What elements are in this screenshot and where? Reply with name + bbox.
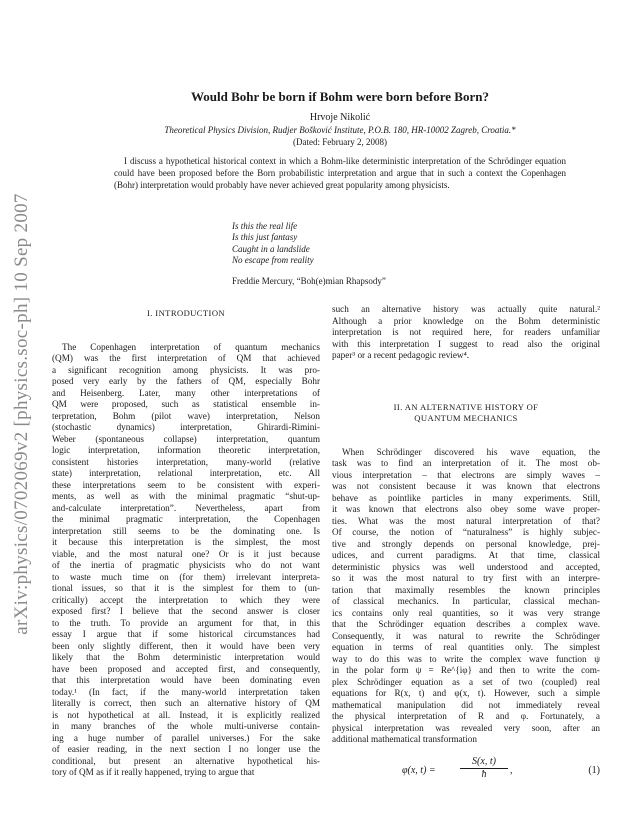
equation-number: (1)	[588, 764, 600, 776]
text-line: critically) accept the interpretation to which they were	[52, 594, 320, 605]
text-line: the physical interpretation of R and φ. Fortunately, a	[332, 711, 600, 721]
text-line: that the Schrödinger equation describes a complex wave.	[332, 619, 600, 629]
alternative-history-paragraph	[332, 447, 600, 746]
equation-1	[332, 756, 600, 786]
text-line: task was to find an interpretation of it. The most ob-	[332, 458, 600, 468]
text-line: additional mathematical transformation	[332, 734, 477, 744]
text-line: was not consistent because it was known that electrons	[332, 481, 600, 491]
text-line: deterministic physics was well understood and accepted,	[332, 561, 600, 572]
paper-title: Would Bohr be born if Bohm were born before Born?	[191, 89, 489, 104]
section-heading-introduction: I. INTRODUCTION	[146, 308, 226, 318]
epigraph-line: Caught in a landslide	[232, 243, 310, 254]
section-heading-alternative-history-line2: QUANTUM MECHANICS	[414, 413, 518, 423]
text-line: equation in terms of real quantities only. The simplest	[332, 642, 600, 652]
text-line: ties. What was the most natural interpretation of that?	[332, 515, 600, 526]
text-line: to waste much time on (for them) irrelevant interpreta-	[52, 571, 320, 582]
text-line: of easier reading, in the next section I no longer use the	[52, 744, 320, 754]
text-line: behave as pointlike particles in many experiments. Still,	[332, 492, 600, 503]
text-line: viable, and the most natural one? Or is it just because	[52, 548, 320, 559]
text-line: tive and strongly depends on personal knowledge, prej-	[332, 538, 600, 549]
text-line: vious interpretation – that electrons are simply waves –	[332, 469, 600, 480]
date-line: (Dated: February 2, 2008)	[293, 137, 387, 147]
text-line: of the inertia of pragmatic physicists who do not want	[52, 560, 320, 570]
text-line: physical interpretation was revealed very soon, after an	[332, 722, 600, 733]
text-line: The Copenhagen interpretation of quantum mechanics	[62, 341, 320, 352]
right-column	[332, 304, 600, 786]
text-line: paper³ or a recent pedagogic review⁴.	[332, 350, 470, 360]
text-line: in many branches of the whole multi-universe contain-	[52, 721, 320, 731]
text-line: state) interpretation, relational interpretation, etc. All	[52, 468, 320, 478]
text-line: equations for R(x, t) and φ(x, t). However, such a simple	[332, 688, 600, 698]
text-line: essay I argue that if some historical circumstances had	[52, 629, 320, 639]
text-line: interpretation is not required here, for readers unfamiliar	[332, 327, 600, 337]
text-line: Although a prior knowledge on the Bohm deterministic	[332, 315, 600, 326]
epigraph-attribution: Freddie Mercury, “Boh(e)mian Rhapsody”	[232, 276, 386, 286]
epigraph-line: Is this the real life	[232, 221, 298, 231]
text-line: so it was the most natural to try first with an interpre-	[332, 573, 600, 583]
text-line: interpretation still seems to be the dominating one. Is	[52, 525, 320, 536]
text-line: ments, as well as with the minimal pragmatic “shut-up-	[52, 491, 320, 501]
text-line: (QM) was the first interpretation of QM that achieved	[52, 353, 320, 363]
text-line: udices, and current paradigms. At that time, classical	[332, 550, 600, 560]
equation-numerator: S(x, t)	[460, 756, 508, 769]
text-line: When Schrödinger discovered his wave equation, the	[342, 446, 600, 457]
text-line: to the truth. To provide an argument for that, in this	[52, 617, 320, 628]
text-line: logic interpretation, information theoretic interpretation,	[52, 445, 320, 455]
text-line: in the polar form ψ = Re^{iφ} and then to write the com-	[332, 665, 600, 675]
text-line: mathematical manipulation did not immediately reveal	[332, 699, 600, 710]
introduction-paragraph	[52, 342, 320, 779]
text-line: tory of QM as if it really happened, trying to argue that	[52, 767, 255, 777]
text-line: these interpretations seem to be consistent with experi-	[52, 479, 320, 490]
text-line: it because this interpretation is the simplest, the most	[52, 537, 320, 547]
text-line: the minimal pragmatic interpretation, the Copenhagen	[52, 514, 320, 524]
text-line: posed very early by the fathers of QM, especially Bohr	[52, 376, 320, 386]
text-line: exposed first? I believe that the second answer is closer	[52, 606, 320, 616]
text-line: way to do this was to write the complex wave function ψ	[332, 653, 600, 664]
arxiv-sidebar	[0, 0, 40, 828]
text-line: Consequently, it was natural to rewrite the Schrödinger	[332, 630, 600, 641]
text-line: such an alternative history was actually quite natural.²	[332, 304, 600, 314]
equation-denominator: ħ	[481, 768, 487, 780]
text-line: likely that the Bohm deterministic interpretation would	[52, 652, 320, 662]
text-line: plex Schrödinger equation as a set of two (coupled) real	[332, 676, 600, 687]
left-column	[52, 308, 320, 779]
introduction-continued	[332, 304, 600, 362]
text-line: Weber (spontaneous collapse) interpretation, quantum	[52, 433, 320, 444]
text-line: consistent histories interpretation, many-world (relative	[52, 456, 320, 467]
text-line: and-calculate interpretation”. Nevertheless, apart from	[52, 502, 320, 513]
epigraph	[232, 221, 314, 267]
epigraph-line: Is this just fantasy	[232, 232, 298, 243]
text-line: been only slightly different, then it would have been very	[52, 640, 320, 651]
epigraph-line: No escape from reality	[232, 255, 314, 266]
equation-lhs: φ(x, t) =	[402, 764, 436, 776]
arxiv-identifier: arXiv:physics/0702069v2 [physics.soc-ph] 10 Sep 2007	[11, 193, 32, 635]
text-line: conditional, but present an alternative hypothetical his-	[52, 755, 320, 766]
text-line: QM were proposed, such as statistical ensemble in-	[52, 399, 320, 409]
text-line: terpretation, Bohm (pilot wave) interpretation, Nelson	[52, 410, 320, 421]
text-line: (stochastic dynamics) interpretation, Ghirardi-Rimini-	[52, 422, 320, 432]
text-line: ing a huge number of parallel universes.) For the sake	[52, 732, 320, 743]
text-line: a significant recognition among physicists. It was pro-	[52, 364, 320, 375]
text-line: literally is correct, then such an alternative history of QM	[52, 698, 320, 708]
text-line: of classical mechanics. In particular, classical mechan-	[332, 596, 600, 606]
author-name: Hrvoje Nikolić	[309, 112, 371, 123]
abstract: I discuss a hypothetical historical context in which a Bohm-like deterministic interpretation of the Schrödinger equation could have been proposed before the Born probabilistic interpretation and argue that in such a context the Copenhagen (Bohr) interpretation would probably have never achieved great popularity among physicists.	[114, 156, 566, 190]
equation-fraction	[460, 756, 508, 781]
text-line: have been proposed and accepted first, and consequently,	[52, 663, 320, 674]
text-line: ics contains only real quantities, so it was very strange	[332, 607, 600, 618]
text-line: and Heisenberg. Later, many other interpretations of	[52, 387, 320, 398]
text-line: tation that maximally resembles the known principles	[332, 584, 600, 595]
text-line: Of course, the notion of “naturalness” is highly subjec-	[332, 527, 600, 537]
equation-suffix: ,	[510, 764, 513, 776]
text-line: tional issues, so that it is the simplest for them to (un-	[52, 583, 320, 593]
text-line: that this interpretation would have been dominating even	[52, 675, 320, 685]
text-line: today.¹ (In fact, if the many-world interpretation taken	[52, 686, 320, 697]
text-line: with this interpretation I suggest to read also the original	[332, 338, 600, 349]
section-heading-alternative-history: II. AN ALTERNATIVE HISTORY OF	[393, 401, 539, 412]
author-affiliation: Theoretical Physics Division, Rudjer Bošković Institute, P.O.B. 180, HR-10002 Zagreb, Croatia.*	[164, 125, 516, 135]
text-line: it was known that electrons also obey some wave proper-	[332, 504, 600, 514]
text-line: is not hypothetical at all. Instead, it is explicitly realized	[52, 709, 320, 720]
